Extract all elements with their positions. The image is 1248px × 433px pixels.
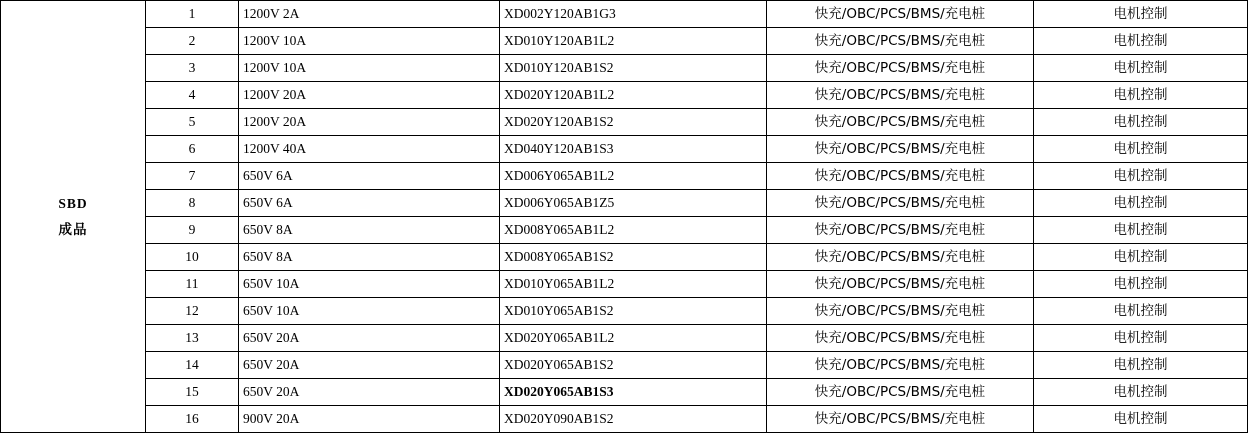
row-spec: 650V 20A	[239, 325, 500, 352]
row-usage: 电机控制	[1034, 379, 1248, 406]
category-line-2: 成品	[58, 221, 88, 237]
row-part-number: XD010Y120AB1S2	[500, 55, 767, 82]
row-usage: 电机控制	[1034, 298, 1248, 325]
table-row	[1, 55, 1248, 82]
row-spec: 1200V 2A	[239, 1, 500, 28]
row-spec: 1200V 40A	[239, 136, 500, 163]
row-usage: 电机控制	[1034, 271, 1248, 298]
row-index: 9	[146, 217, 239, 244]
row-application: 快充/OBC/PCS/BMS/充电桩	[767, 1, 1034, 28]
row-part-number: XD006Y065AB1L2	[500, 163, 767, 190]
row-usage: 电机控制	[1034, 136, 1248, 163]
table-row	[1, 1, 1248, 28]
row-application: 快充/OBC/PCS/BMS/充电桩	[767, 217, 1034, 244]
row-application: 快充/OBC/PCS/BMS/充电桩	[767, 271, 1034, 298]
row-usage: 电机控制	[1034, 406, 1248, 433]
row-part-number: XD008Y065AB1L2	[500, 217, 767, 244]
row-spec: 650V 20A	[239, 379, 500, 406]
row-usage: 电机控制	[1034, 325, 1248, 352]
row-index: 16	[146, 406, 239, 433]
row-spec: 650V 10A	[239, 298, 500, 325]
row-index: 13	[146, 325, 239, 352]
row-index: 7	[146, 163, 239, 190]
row-usage: 电机控制	[1034, 244, 1248, 271]
row-spec: 650V 20A	[239, 352, 500, 379]
row-usage: 电机控制	[1034, 163, 1248, 190]
row-index: 3	[146, 55, 239, 82]
row-part-number: XD020Y120AB1S2	[500, 109, 767, 136]
table-row	[1, 109, 1248, 136]
row-application: 快充/OBC/PCS/BMS/充电桩	[767, 28, 1034, 55]
table-row	[1, 406, 1248, 433]
row-spec: 1200V 20A	[239, 82, 500, 109]
row-index: 2	[146, 28, 239, 55]
row-part-number: XD002Y120AB1G3	[500, 1, 767, 28]
row-index: 11	[146, 271, 239, 298]
row-index: 4	[146, 82, 239, 109]
table-row	[1, 28, 1248, 55]
category-cell	[1, 1, 146, 433]
row-part-number: XD020Y065AB1S2	[500, 352, 767, 379]
row-index: 14	[146, 352, 239, 379]
row-spec: 650V 6A	[239, 190, 500, 217]
row-application: 快充/OBC/PCS/BMS/充电桩	[767, 298, 1034, 325]
row-application: 快充/OBC/PCS/BMS/充电桩	[767, 352, 1034, 379]
table-row	[1, 217, 1248, 244]
row-spec: 650V 8A	[239, 244, 500, 271]
table-row	[1, 298, 1248, 325]
row-application: 快充/OBC/PCS/BMS/充电桩	[767, 163, 1034, 190]
row-index: 12	[146, 298, 239, 325]
parts-table-body	[1, 1, 1248, 433]
row-part-number: XD020Y065AB1S3	[500, 379, 767, 406]
row-application: 快充/OBC/PCS/BMS/充电桩	[767, 190, 1034, 217]
row-index: 6	[146, 136, 239, 163]
row-usage: 电机控制	[1034, 55, 1248, 82]
table-row	[1, 352, 1248, 379]
row-spec: 650V 6A	[239, 163, 500, 190]
row-usage: 电机控制	[1034, 109, 1248, 136]
row-usage: 电机控制	[1034, 352, 1248, 379]
row-spec: 650V 8A	[239, 217, 500, 244]
row-part-number: XD020Y120AB1L2	[500, 82, 767, 109]
row-index: 8	[146, 190, 239, 217]
row-index: 10	[146, 244, 239, 271]
row-spec: 900V 20A	[239, 406, 500, 433]
table-row	[1, 136, 1248, 163]
row-part-number: XD010Y065AB1L2	[500, 271, 767, 298]
row-usage: 电机控制	[1034, 190, 1248, 217]
table-row	[1, 271, 1248, 298]
row-index: 15	[146, 379, 239, 406]
table-row	[1, 82, 1248, 109]
table-row	[1, 244, 1248, 271]
row-application: 快充/OBC/PCS/BMS/充电桩	[767, 406, 1034, 433]
row-usage: 电机控制	[1034, 28, 1248, 55]
row-part-number: XD010Y120AB1L2	[500, 28, 767, 55]
row-spec: 1200V 20A	[239, 109, 500, 136]
row-part-number: XD020Y090AB1S2	[500, 406, 767, 433]
row-usage: 电机控制	[1034, 82, 1248, 109]
row-spec: 650V 10A	[239, 271, 500, 298]
row-index: 5	[146, 109, 239, 136]
row-application: 快充/OBC/PCS/BMS/充电桩	[767, 325, 1034, 352]
row-application: 快充/OBC/PCS/BMS/充电桩	[767, 244, 1034, 271]
table-row	[1, 190, 1248, 217]
category-line-1: SBD	[58, 195, 88, 211]
table-row	[1, 163, 1248, 190]
row-spec: 1200V 10A	[239, 55, 500, 82]
row-part-number: XD008Y065AB1S2	[500, 244, 767, 271]
row-index: 1	[146, 1, 239, 28]
row-spec: 1200V 10A	[239, 28, 500, 55]
row-usage: 电机控制	[1034, 1, 1248, 28]
row-application: 快充/OBC/PCS/BMS/充电桩	[767, 379, 1034, 406]
row-part-number: XD006Y065AB1Z5	[500, 190, 767, 217]
row-part-number: XD020Y065AB1L2	[500, 325, 767, 352]
row-usage: 电机控制	[1034, 217, 1248, 244]
table-row	[1, 325, 1248, 352]
row-application: 快充/OBC/PCS/BMS/充电桩	[767, 82, 1034, 109]
row-application: 快充/OBC/PCS/BMS/充电桩	[767, 136, 1034, 163]
table-row	[1, 379, 1248, 406]
row-part-number: XD010Y065AB1S2	[500, 298, 767, 325]
row-part-number: XD040Y120AB1S3	[500, 136, 767, 163]
row-application: 快充/OBC/PCS/BMS/充电桩	[767, 55, 1034, 82]
row-application: 快充/OBC/PCS/BMS/充电桩	[767, 109, 1034, 136]
